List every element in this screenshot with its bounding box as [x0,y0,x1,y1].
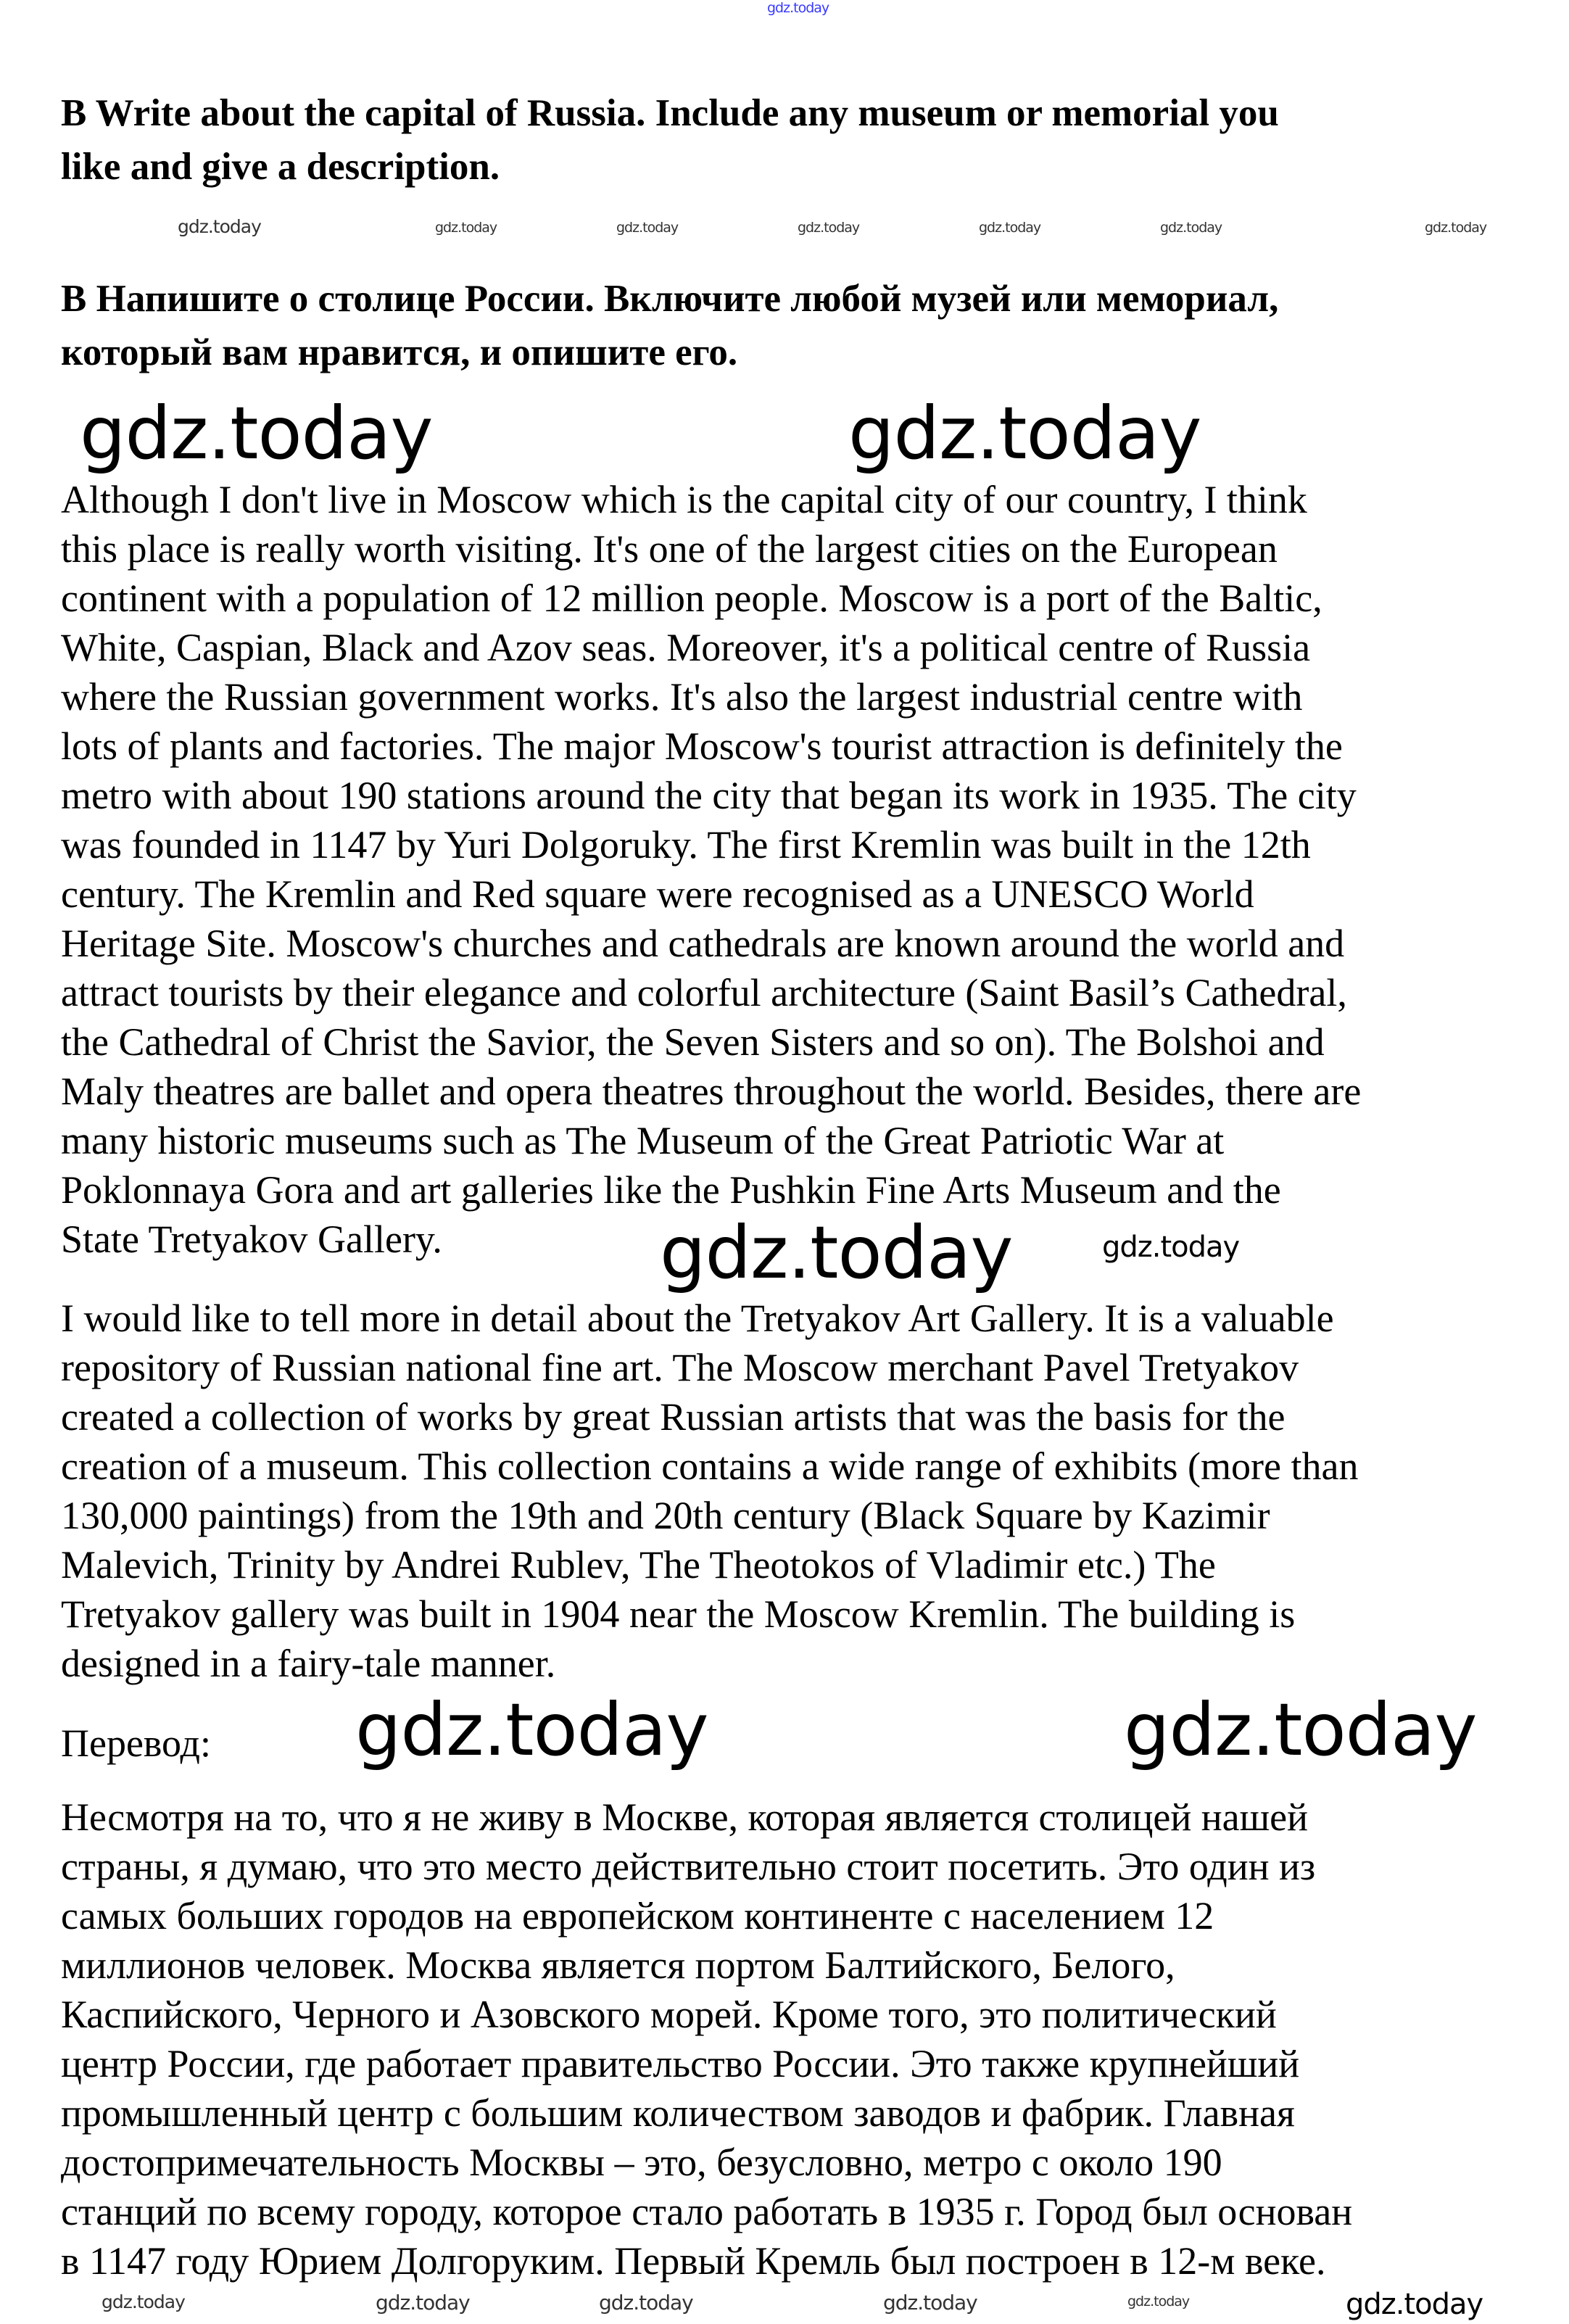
text-line: промышленный центр с большим количеством заводов и фабрик. Главная [61,2091,1295,2135]
text-line: станций по всему городу, которое стало работать в 1935 г. Город был основан [61,2190,1353,2233]
text-line: B Write about the capital of Russia. Include any museum or memorial you [61,92,1279,134]
text-line: created a collection of works by great Russian artists that was the basis for the [61,1395,1286,1439]
text-line: центр России, где работает правительство России. Это также крупнейший [61,2042,1300,2085]
paragraph-tretyakov [61,1294,1358,1688]
watermark: gdz.today [435,220,497,236]
watermark: gdz.today [848,391,1201,476]
text-line: lots of plants and factories. The major Moscow's tourist attraction is definitely the [61,724,1343,768]
text-line: Каспийского, Черного и Азовского морей. Кроме того, это политический [61,1993,1277,2036]
watermark: gdz.today [178,216,261,237]
text-line: страны, я думаю, что это место действительно стоит посетить. Это один из [61,1845,1316,1888]
watermark: gdz.today [1346,2288,1483,2321]
watermark: gdz.today [102,2291,185,2312]
watermark: gdz.today [80,391,433,476]
text-line: достопримечательность Москвы – это, безусловно, метро с около 190 [61,2141,1222,2184]
task-russian [61,272,1278,379]
text-line: White, Caspian, Black and Azov seas. Moreover, it's a political centre of Russia [61,626,1311,669]
watermark: gdz.today [355,1687,708,1772]
watermark: gdz.today [1127,2294,1190,2309]
text-line: в 1147 году Юрием Долгоруким. Первый Кремль был построен в 12-м веке. [61,2239,1326,2283]
text-line: this place is really worth visiting. It's one of the largest cities on the European [61,527,1278,571]
text-line: State Tretyakov Gallery. [61,1217,442,1261]
watermark: gdz.today [1425,220,1487,236]
text-line: Heritage Site. Moscow's churches and cathedrals are known around the world and [61,922,1345,965]
watermark: gdz.today [616,220,679,236]
text-line: Although I don't live in Moscow which is the capital city of our country, I think [61,478,1307,521]
translation-label: Перевод: [61,1721,211,1765]
watermark: gdz.today [1124,1687,1477,1772]
text-line: was founded in 1147 by Yuri Dolgoruky. The first Kremlin was built in the 12th [61,823,1311,867]
text-line: Malevich, Trinity by Andrei Rublev, The Theotokos of Vladimir etc.) The [61,1543,1216,1587]
watermark: gdz.today [1102,1231,1240,1264]
text-line: I would like to tell more in detail about the Tretyakov Art Gallery. It is a valuable [61,1297,1334,1340]
watermark: gdz.today [798,220,860,236]
text-line: В Напишите о столице России. Включите любой музей или мемориал, [61,278,1279,320]
text-line: metro with about 190 stations around the city that began its work in 1935. The city [61,774,1357,817]
text-line: Tretyakov gallery was built in 1904 near the Moscow Kremlin. The building is [61,1592,1296,1636]
text-line: continent with a population of 12 million people. Moscow is a port of the Baltic, [61,576,1322,620]
text-line: самых больших городов на европейском континенте с населением 12 [61,1894,1214,1938]
watermark: gdz.today [883,2291,977,2315]
text-line: creation of a museum. This collection contains a wide range of exhibits (more than [61,1444,1359,1488]
text-line: Maly theatres are ballet and opera theatres throughout the world. Besides, there are [61,1070,1362,1113]
watermark: gdz.today [376,2291,470,2315]
watermark: gdz.today [599,2291,693,2315]
watermark: gdz.today [767,0,829,16]
watermark: gdz.today [979,220,1041,236]
text-line: designed in a fairy-tale manner. [61,1642,556,1685]
watermark: gdz.today [1160,220,1222,236]
text-line: 130,000 paintings) from the 19th and 20th century (Black Square by Kazimir [61,1494,1270,1537]
text-line: Poklonnaya Gora and art galleries like the Pushkin Fine Arts Museum and the [61,1168,1281,1212]
paragraph-translation [61,1792,1352,2286]
text-line: century. The Kremlin and Red square were recognised as a UNESCO World [61,872,1254,916]
text-line: like and give a description. [61,146,500,188]
text-line: where the Russian government works. It's also the largest industrial centre with [61,675,1303,719]
text-line: the Cathedral of Christ the Savior, the Seven Sisters and so on). The Bolshoi and [61,1020,1325,1064]
task-english [61,86,1279,194]
text-line: миллионов человек. Москва является портом Балтийского, Белого, [61,1943,1175,1987]
text-line: который вам нравится, и опишите его. [61,331,738,373]
text-line: attract tourists by their elegance and colorful architecture (Saint Basil’s Cathedral, [61,971,1347,1014]
text-line: Несмотря на то, что я не живу в Москве, которая является столицей нашей [61,1795,1309,1839]
paragraph-moscow [61,475,1361,1264]
text-line: repository of Russian national fine art. The Moscow merchant Pavel Tretyakov [61,1346,1299,1389]
watermark: gdz.today [660,1210,1013,1295]
text-line: many historic museums such as The Museum of the Great Patriotic War at [61,1119,1225,1162]
